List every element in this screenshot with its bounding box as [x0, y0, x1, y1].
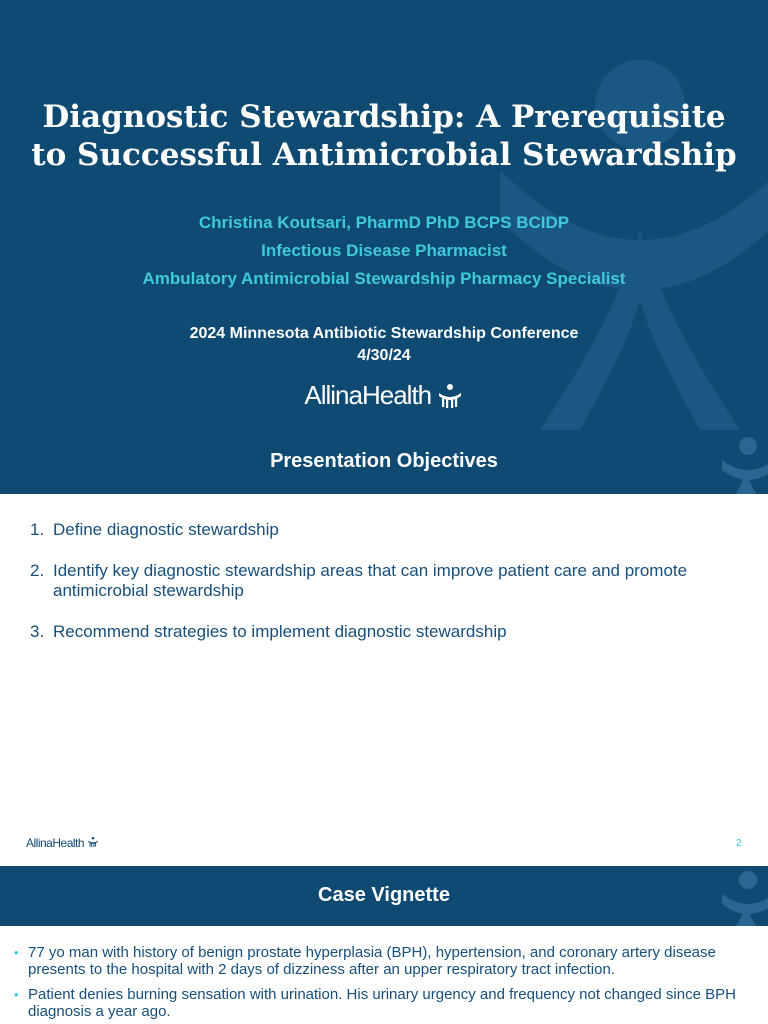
objectives-slide: [0, 432, 768, 860]
title-slide: [0, 0, 768, 432]
list-item: [14, 986, 754, 1020]
bullet-text: 77 yo man with history of benign prostate hyperplasia (BPH), hypertension, and coronary artery disease presents to the hospital with 2 days of dizziness after an upper respiratory tract infection.: [28, 944, 716, 978]
case-slide: [0, 866, 768, 1024]
item-text: Recommend strategies to implement diagnostic stewardship: [53, 622, 507, 641]
item-text: Define diagnostic stewardship: [53, 520, 279, 539]
author-name: Christina Koutsari, PharmD PhD BCPS BCIDP: [198, 213, 570, 232]
title-line-2: to Successful Antimicrobial Stewardship: [31, 137, 737, 173]
footer-logo: [26, 836, 99, 850]
footer-logo-text: AllinaHealth: [26, 836, 85, 850]
objectives-list: [30, 520, 730, 663]
conference-name: 2024 Minnesota Antibiotic Stewardship Conference: [189, 325, 579, 342]
presentation-title: [0, 98, 768, 174]
allina-sunburst-icon: [436, 382, 464, 410]
author-role-2: Ambulatory Antimicrobial Stewardship Pharmacy Specialist: [142, 269, 626, 288]
author-block: [0, 209, 768, 293]
slide-heading: Case Vignette: [318, 884, 450, 906]
allina-logo: [0, 380, 768, 411]
page-number: 2: [736, 838, 742, 849]
bullet-text: Patient denies burning sensation with urination. His urinary urgency and frequency not changed since BPH diagnosis a year ago.: [28, 986, 736, 1020]
slide-heading: Presentation Objectives: [270, 450, 498, 472]
conference-date: 4/30/24: [357, 347, 411, 364]
list-item: [14, 944, 754, 978]
bullet-icon: •: [14, 945, 19, 960]
logo-text: AllinaHealth: [304, 380, 432, 410]
item-number: 1.: [30, 520, 45, 539]
item-number: 3.: [30, 622, 45, 641]
bullet-icon: •: [14, 987, 19, 1002]
author-role-1: Infectious Disease Pharmacist: [261, 241, 507, 260]
title-line-1: Diagnostic Stewardship: A Prerequisite: [42, 99, 726, 135]
conference-block: [0, 323, 768, 367]
list-item: [30, 622, 730, 642]
item-number: 2.: [30, 561, 45, 580]
list-item: [30, 520, 730, 540]
allina-sunburst-icon: [87, 836, 99, 848]
item-text: Identify key diagnostic stewardship areas that can improve patient care and promote antimicrobial stewardship: [53, 561, 688, 600]
list-item: [30, 561, 730, 601]
case-bullets: [14, 944, 754, 1024]
